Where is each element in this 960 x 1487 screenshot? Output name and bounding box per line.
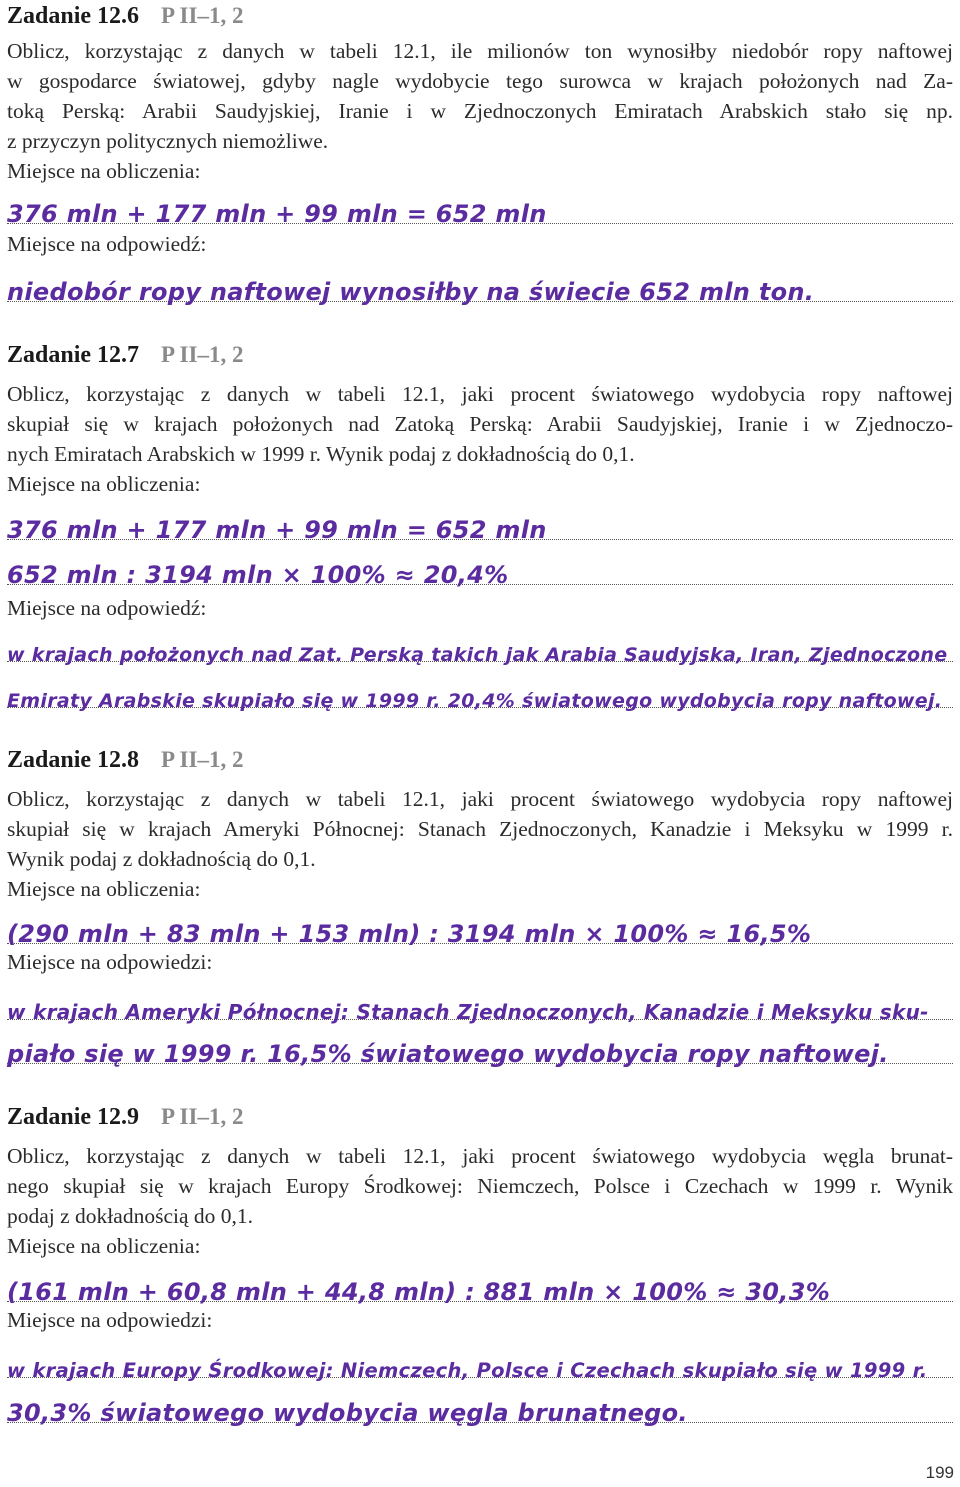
answer-label: Miejsce na odpowiedź:	[7, 232, 207, 256]
answer-line	[7, 262, 953, 306]
task-text-line: nego skupiał się w krajach Europy Środkowej: Niemczech, Polsce i Czechach w 1999 r. Wynik	[7, 1174, 953, 1198]
answer-line	[7, 622, 953, 666]
calc-label: Miejsce na obliczenia:	[7, 159, 201, 183]
task-text-line: podaj z dokładnością do 0,1.	[7, 1204, 254, 1228]
calc-label: Miejsce na obliczenia:	[7, 877, 201, 901]
task-number: Zadanie 12.6	[7, 3, 140, 29]
task-text-line: Oblicz, korzystając z danych w tabeli 12.1, ile milionów ton wynosiłby niedobór ropy naftowej	[7, 39, 953, 63]
handwritten-answer: 30,3% światowego wydobycia węgla brunatnego.	[7, 1399, 688, 1427]
task-text-line: skupiał się w krajach położonych nad Zatoką Perską: Arabii Saudyjskiej, Iranie i w Zjednoczo-	[7, 412, 953, 436]
calc-line	[7, 184, 953, 228]
calc-line	[7, 904, 953, 948]
answer-line	[7, 980, 953, 1024]
task-text-line: Oblicz, korzystając z danych w tabeli 12.1, jaki procent światowego wydobycia ropy naftowej	[7, 382, 953, 406]
handwritten-calculation: 376 mln + 177 mln + 99 mln = 652 mln	[7, 200, 547, 228]
handwritten-answer: w krajach położonych nad Zat. Perską takich jak Arabia Saudyjska, Iran, Zjednoczone	[7, 644, 948, 666]
calc-line	[7, 1262, 953, 1306]
answer-label: Miejsce na odpowiedź:	[7, 596, 207, 620]
answer-line	[7, 1024, 953, 1068]
task-text-line: skupiał się w krajach Ameryki Północnej: Stanach Zjednoczonych, Kanadzie i Meksyku w 1999 r.	[7, 817, 953, 841]
handwritten-calculation: 376 mln + 177 mln + 99 mln = 652 mln	[7, 516, 547, 544]
task-text-line: toką Perską: Arabii Saudyjskiej, Iranie i w Zjednoczonych Emiratach Arabskich stało się np.	[7, 99, 953, 123]
calc-label: Miejsce na obliczenia:	[7, 1234, 201, 1258]
handwritten-calculation: (161 mln + 60,8 mln + 44,8 mln) : 881 mln × 100% ≈ 30,3%	[7, 1278, 831, 1306]
answer-line	[7, 668, 953, 712]
calc-line	[7, 500, 953, 544]
handwritten-answer: Emiraty Arabskie skupiało się w 1999 r. 20,4% światowego wydobycia ropy naftowej.	[7, 690, 943, 712]
task-number: Zadanie 12.9	[7, 1104, 140, 1130]
answer-label: Miejsce na odpowiedzi:	[7, 1308, 213, 1332]
page-number: 199	[925, 1463, 954, 1482]
task-text-line: Oblicz, korzystając z danych w tabeli 12.1, jaki procent światowego wydobycia ropy naftowej	[7, 787, 953, 811]
handwritten-answer: niedobór ropy naftowej wynosiłby na świecie 652 mln ton.	[7, 278, 815, 306]
handwritten-calculation: 652 mln : 3194 mln × 100% ≈ 20,4%	[7, 561, 509, 589]
task-text-line: z przyczyn politycznych niemożliwe.	[7, 129, 329, 153]
task-text-line: Wynik podaj z dokładnością do 0,1.	[7, 847, 316, 871]
task-12-8-title	[7, 746, 243, 774]
handwritten-calculation: (290 mln + 83 mln + 153 mln) : 3194 mln × 100% ≈ 16,5%	[7, 920, 812, 948]
task-number: Zadanie 12.8	[7, 747, 140, 773]
handwritten-answer: w krajach Europy Środkowej: Niemczech, Polsce i Czechach skupiało się w 1999 r.	[7, 1359, 928, 1382]
task-code: P II–1, 2	[161, 342, 244, 367]
task-code: P II–1, 2	[161, 1104, 244, 1129]
task-code: P II–1, 2	[161, 3, 244, 28]
task-text-line: w gospodarce światowej, gdyby nagle wydobycie tego surowca w krajach położonych nad Za-	[7, 69, 953, 93]
task-12-9-title	[7, 1103, 243, 1131]
task-number: Zadanie 12.7	[7, 342, 140, 368]
task-code: P II–1, 2	[161, 747, 244, 772]
task-text-line: Oblicz, korzystając z danych w tabeli 12.1, jaki procent światowego wydobycia węgla brunat-	[7, 1144, 953, 1168]
handwritten-answer: w krajach Ameryki Północnej: Stanach Zjednoczonych, Kanadzie i Meksyku sku-	[7, 1000, 929, 1024]
calc-line	[7, 545, 953, 589]
task-12-6-title	[7, 2, 243, 30]
task-12-7-title	[7, 341, 243, 369]
answer-line	[7, 1383, 953, 1427]
calc-label: Miejsce na obliczenia:	[7, 472, 201, 496]
answer-line	[7, 1338, 953, 1382]
task-text-line: nych Emiratach Arabskich w 1999 r. Wynik podaj z dokładnością do 0,1.	[7, 442, 635, 466]
answer-label: Miejsce na odpowiedzi:	[7, 950, 213, 974]
handwritten-answer: piało się w 1999 r. 16,5% światowego wydobycia ropy naftowej.	[7, 1040, 889, 1068]
